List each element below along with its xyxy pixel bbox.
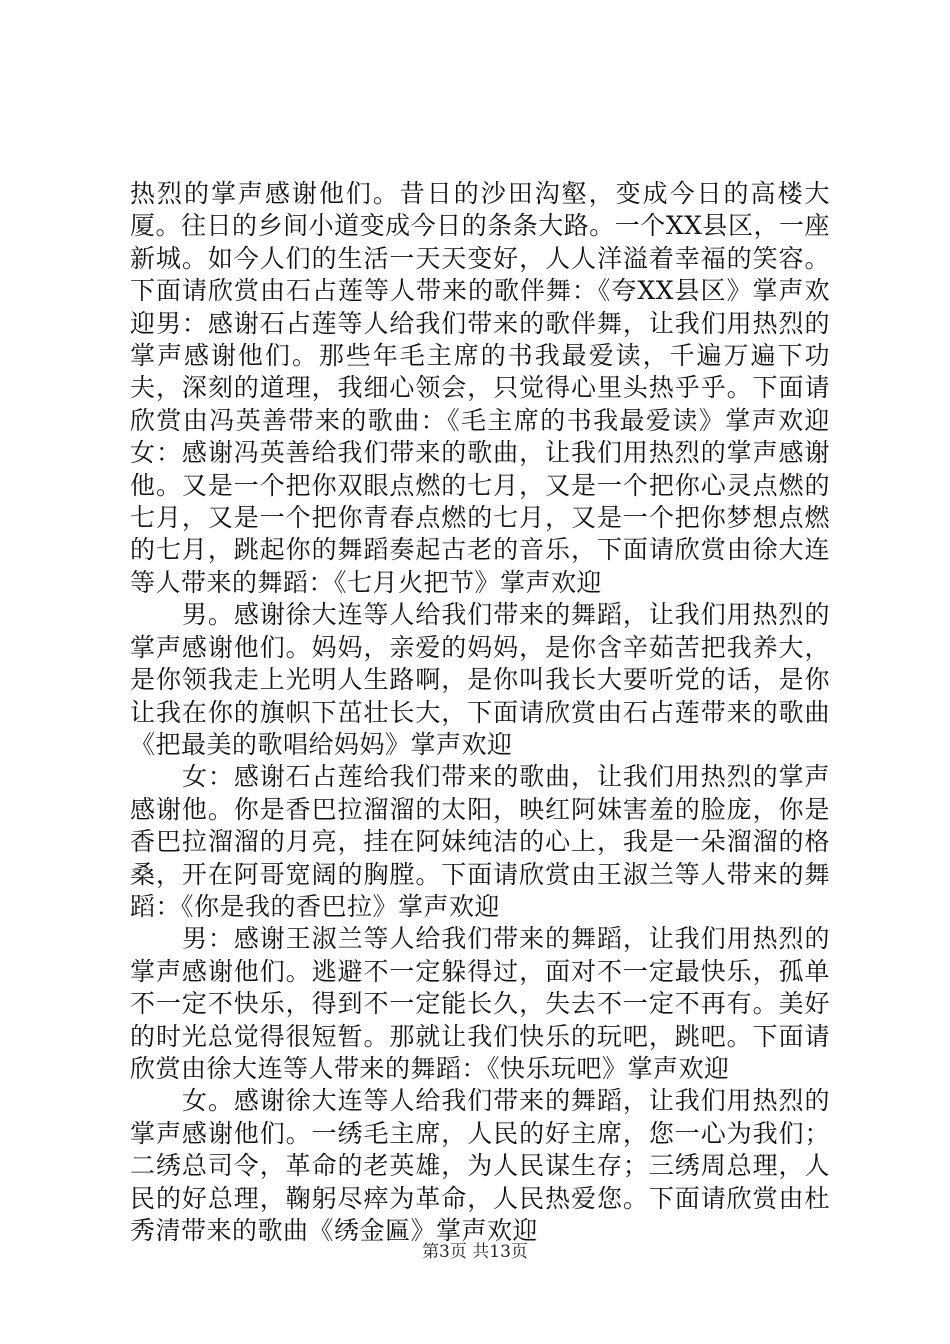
paragraph-4: 男：感谢王淑兰等人给我们带来的舞蹈，让我们用热烈的掌声感谢他们。逃避不一定躲得过，面对不一定最快乐，孤单不一定不快乐，得到不一定能长久，失去不一定不再有。美好的时光总觉得很短暂。那就让我们快乐的玩吧，跳吧。下面请欣赏由徐大连等人带来的舞蹈：《快乐玩吧》掌声欢迎	[130, 924, 830, 1083]
paragraph-5: 女。感谢徐大连等人给我们带来的舞蹈，让我们用热烈的掌声感谢他们。一绣毛主席，人民的好主席，您一心为我们；二绣总司令，革命的老英雄，为人民谋生存；三绣周总理，人民的好总理，鞠躬尽瘁为革命，人民热爱您。下面请欣赏由杜秀清带来的歌曲《绣金匾》掌声欢迎	[130, 1086, 830, 1245]
paragraph-3: 女：感谢石占莲给我们带来的歌曲，让我们用热烈的掌声感谢他。你是香巴拉溜溜的太阳，映红阿妹害羞的脸庞，你是香巴拉溜溜的月亮，挂在阿妹纯洁的心上，我是一朵溜溜的格桑，开在阿哥宽阔的胸膛。下面请欣赏由王淑兰等人带来的舞蹈：《你是我的香巴拉》掌声欢迎	[130, 762, 830, 921]
paragraph-1: 热烈的掌声感谢他们。昔日的沙田沟壑，变成今日的高楼大厦。往日的乡间小道变成今日的条条大路。一个XX县区，一座新城。如今人们的生活一天天变好，人人洋溢着幸福的笑容。下面请欣赏由石占莲等人带来的歌伴舞：《夸XX县区》掌声欢迎男：感谢石占莲等人给我们带来的歌伴舞，让我们用热烈的掌声感谢他们。那些年毛主席的书我最爱读，千遍万遍下功夫，深刻的道理，我细心领会，只觉得心里头热乎乎。下面请欣赏由冯英善带来的歌曲：《毛主席的书我最爱读》掌声欢迎女：感谢冯英善给我们带来的歌曲，让我们用热烈的掌声感谢他。又是一个把你双眼点燃的七月，又是一个把你心灵点燃的七月，又是一个把你青春点燃的七月，又是一个把你梦想点燃的七月，跳起你的舞蹈奏起古老的音乐，下面请欣赏由徐大连等人带来的舞蹈：《七月火把节》掌声欢迎	[130, 179, 830, 597]
page-footer: 第3页 共13页	[422, 1242, 528, 1262]
paragraph-2: 男。感谢徐大连等人给我们带来的舞蹈，让我们用热烈的掌声感谢他们。妈妈，亲爱的妈妈，是你含辛茹苦把我养大，是你领我走上光明人生路啊，是你叫我长大要听党的话，是你让我在你的旗帜下茁壮长大，下面请欣赏由石占莲带来的歌曲《把最美的歌唱给妈妈》掌声欢迎	[130, 600, 830, 759]
document-body	[130, 178, 830, 1247]
